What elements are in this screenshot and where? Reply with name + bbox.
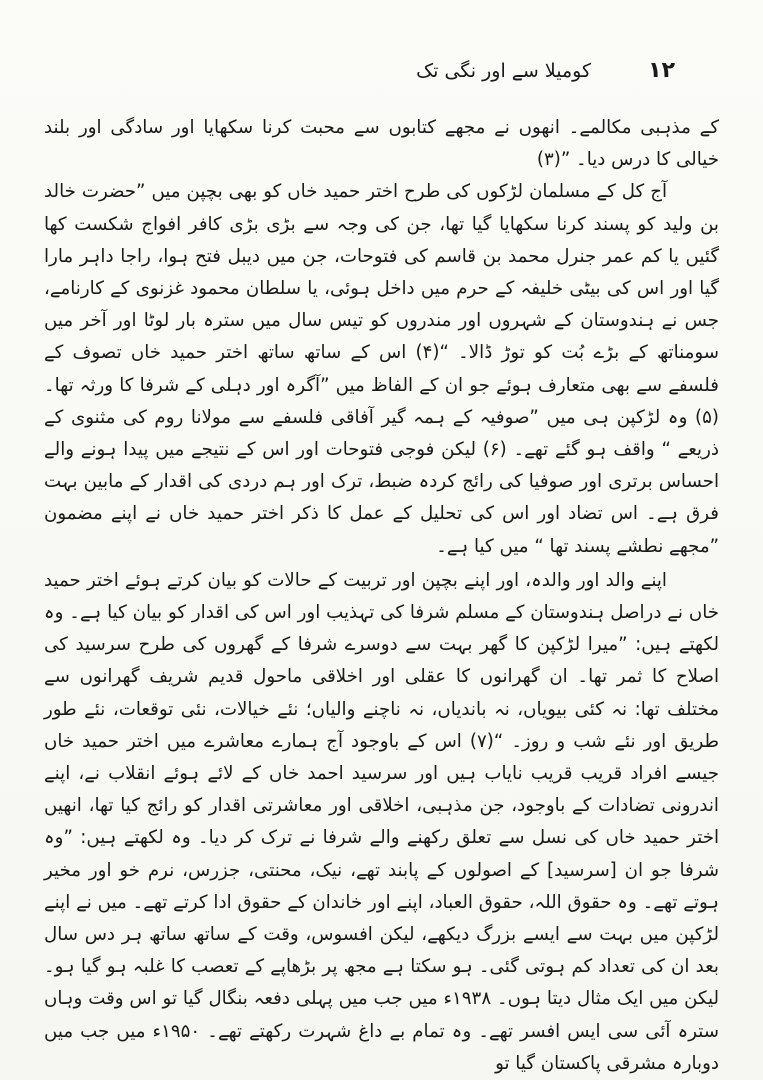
running-title: کومیلا سے اور نگی تک: [416, 60, 591, 82]
paragraph-3: اپنے والد اور والدہ، اور اپنے بچپن اور تربیت کے حالات کو بیان کرتے ہوئے اختر حمید خاں نے دراصل ہندوستان کے مسلم شرفا کی تہذیب اور اس کی اقدار کو بیان کیا ہے۔ وہ لکھتے ہیں: ”میرا لڑکپن کا گھر بہت سے دوسرے شرفا کے گھروں کی طرح سرسید کی اصلاح کا ثمر تھا۔ ان گھرانوں کا عقلی اور اخلاقی ماحول قدیم شریف گھرانوں سے مختلف تھا: نہ کئی بیویاں، نہ باندیاں، نہ ناچنے والیاں؛ نئے خیالات، نئی توقعات، نئے طور طریق اور نئے شب و روز۔ “(۷) اس کے باوجود آج ہمارے معاشرے میں اختر حمید خاں جیسے افراد قریب قریب نایاب ہیں اور سرسید احمد خاں کے لائے ہوئے انقلاب نے، اپنے اندرونی تضادات کے باوجود، جن مذہبی، اخلاقی اور معاشرتی اقدار کو رائج کیا تھا، انھیں اختر حمید خاں کی نسل سے تعلق رکھنے والے شرفا نے ترک کر دیا۔ وہ لکھتے ہیں: ”وہ شرفا جو ان [سرسید] کے اصولوں کے پابند تھے، نیک، محنتی، جزرس، نرم خو اور مخیر ہوتے تھے۔ وہ حقوق اللہ، حقوق العباد، اپنے اور خاندان کے حقوق ادا کرتے تھے۔ میں نے اپنے لڑکپن میں بہت سے ایسے بزرگ دیکھے، لیکن افسوس، وقت کے ساتھ ساتھ ہر دس سال بعد ان کی تعداد کم ہوتی گئی۔ ہو سکتا ہے مجھ پر بڑھاپے کے تعصب کا غلبہ ہو گیا ہو۔ لیکن میں ایک مثال دیتا ہوں۔ ۱۹۳۸ء میں جب میں پہلی دفعہ بنگال گیا تو اس وقت وہاں سترہ آئی سی ایس افسر تھے۔ وہ تمام بے داغ شہرت رکھتے تھے۔ ۱۹۵۰ء میں جب میں دوبارہ مشرقی پاکستان گیا تو: [44, 569, 719, 1074]
page-number: ١٢: [648, 58, 675, 83]
page-header: [80, 58, 683, 92]
paragraph-1: کے مذہبی مکالمے۔ انھوں نے مجھے کتابوں سے محبت کرنا سکھایا اور سادگی اور بلند خیالی کا درس دیا۔ ”(۳): [44, 117, 719, 171]
body-text: [44, 112, 719, 1080]
paragraph-2: آج کل کے مسلمان لڑکوں کی طرح اختر حمید خاں کو بھی بچپن میں ”حضرت خالد بن ولید کو پسند کرنا سکھایا گیا تھا، جن کی وجہ سے بڑی بڑی کافر افواج شکست کھا گئیں یا کم عمر جنرل محمد بن قاسم کی فتوحات، جن میں دیبل فتح ہوا، راجا داہر مارا گیا اور اس کی بیٹی خلیفہ کے حرم میں داخل ہوئی، یا سلطان محمود غزنوی کے کارنامے، جس نے ہندوستان کے شہروں اور مندروں کو تیس سال میں سترہ بار لوٹا اور آخر میں سومناتھ کے بڑے بُت کو توڑ ڈالا۔ “(۴) اس کے ساتھ ساتھ اختر حمید خاں تصوف کے فلسفے سے بھی متعارف ہوئے جو ان کے الفاظ میں ”آگرہ اور دہلی کے شرفا کا ورثہ تھا۔ (۵) وہ لڑکپن ہی میں ”صوفیہ کے ہمہ گیر آفاقی فلسفے سے مولانا روم کی مثنوی کے ذریعے “ واقف ہو گئے تھے۔ (۶) لیکن فوجی فتوحات اور اس کے نتیجے میں پیدا ہونے والے احساس برتری اور صوفیا کی رائج کردہ ضبط، ترک اور ہم دردی کی اقدار کے مابین بہت فرق ہے۔ اس تضاد اور اس کی تحلیل کے عمل کا ذکر اختر حمید خاں نے اپنے مضمون ”مجھے نطشے پسند تھا “ میں کیا ہے۔: [44, 181, 719, 557]
